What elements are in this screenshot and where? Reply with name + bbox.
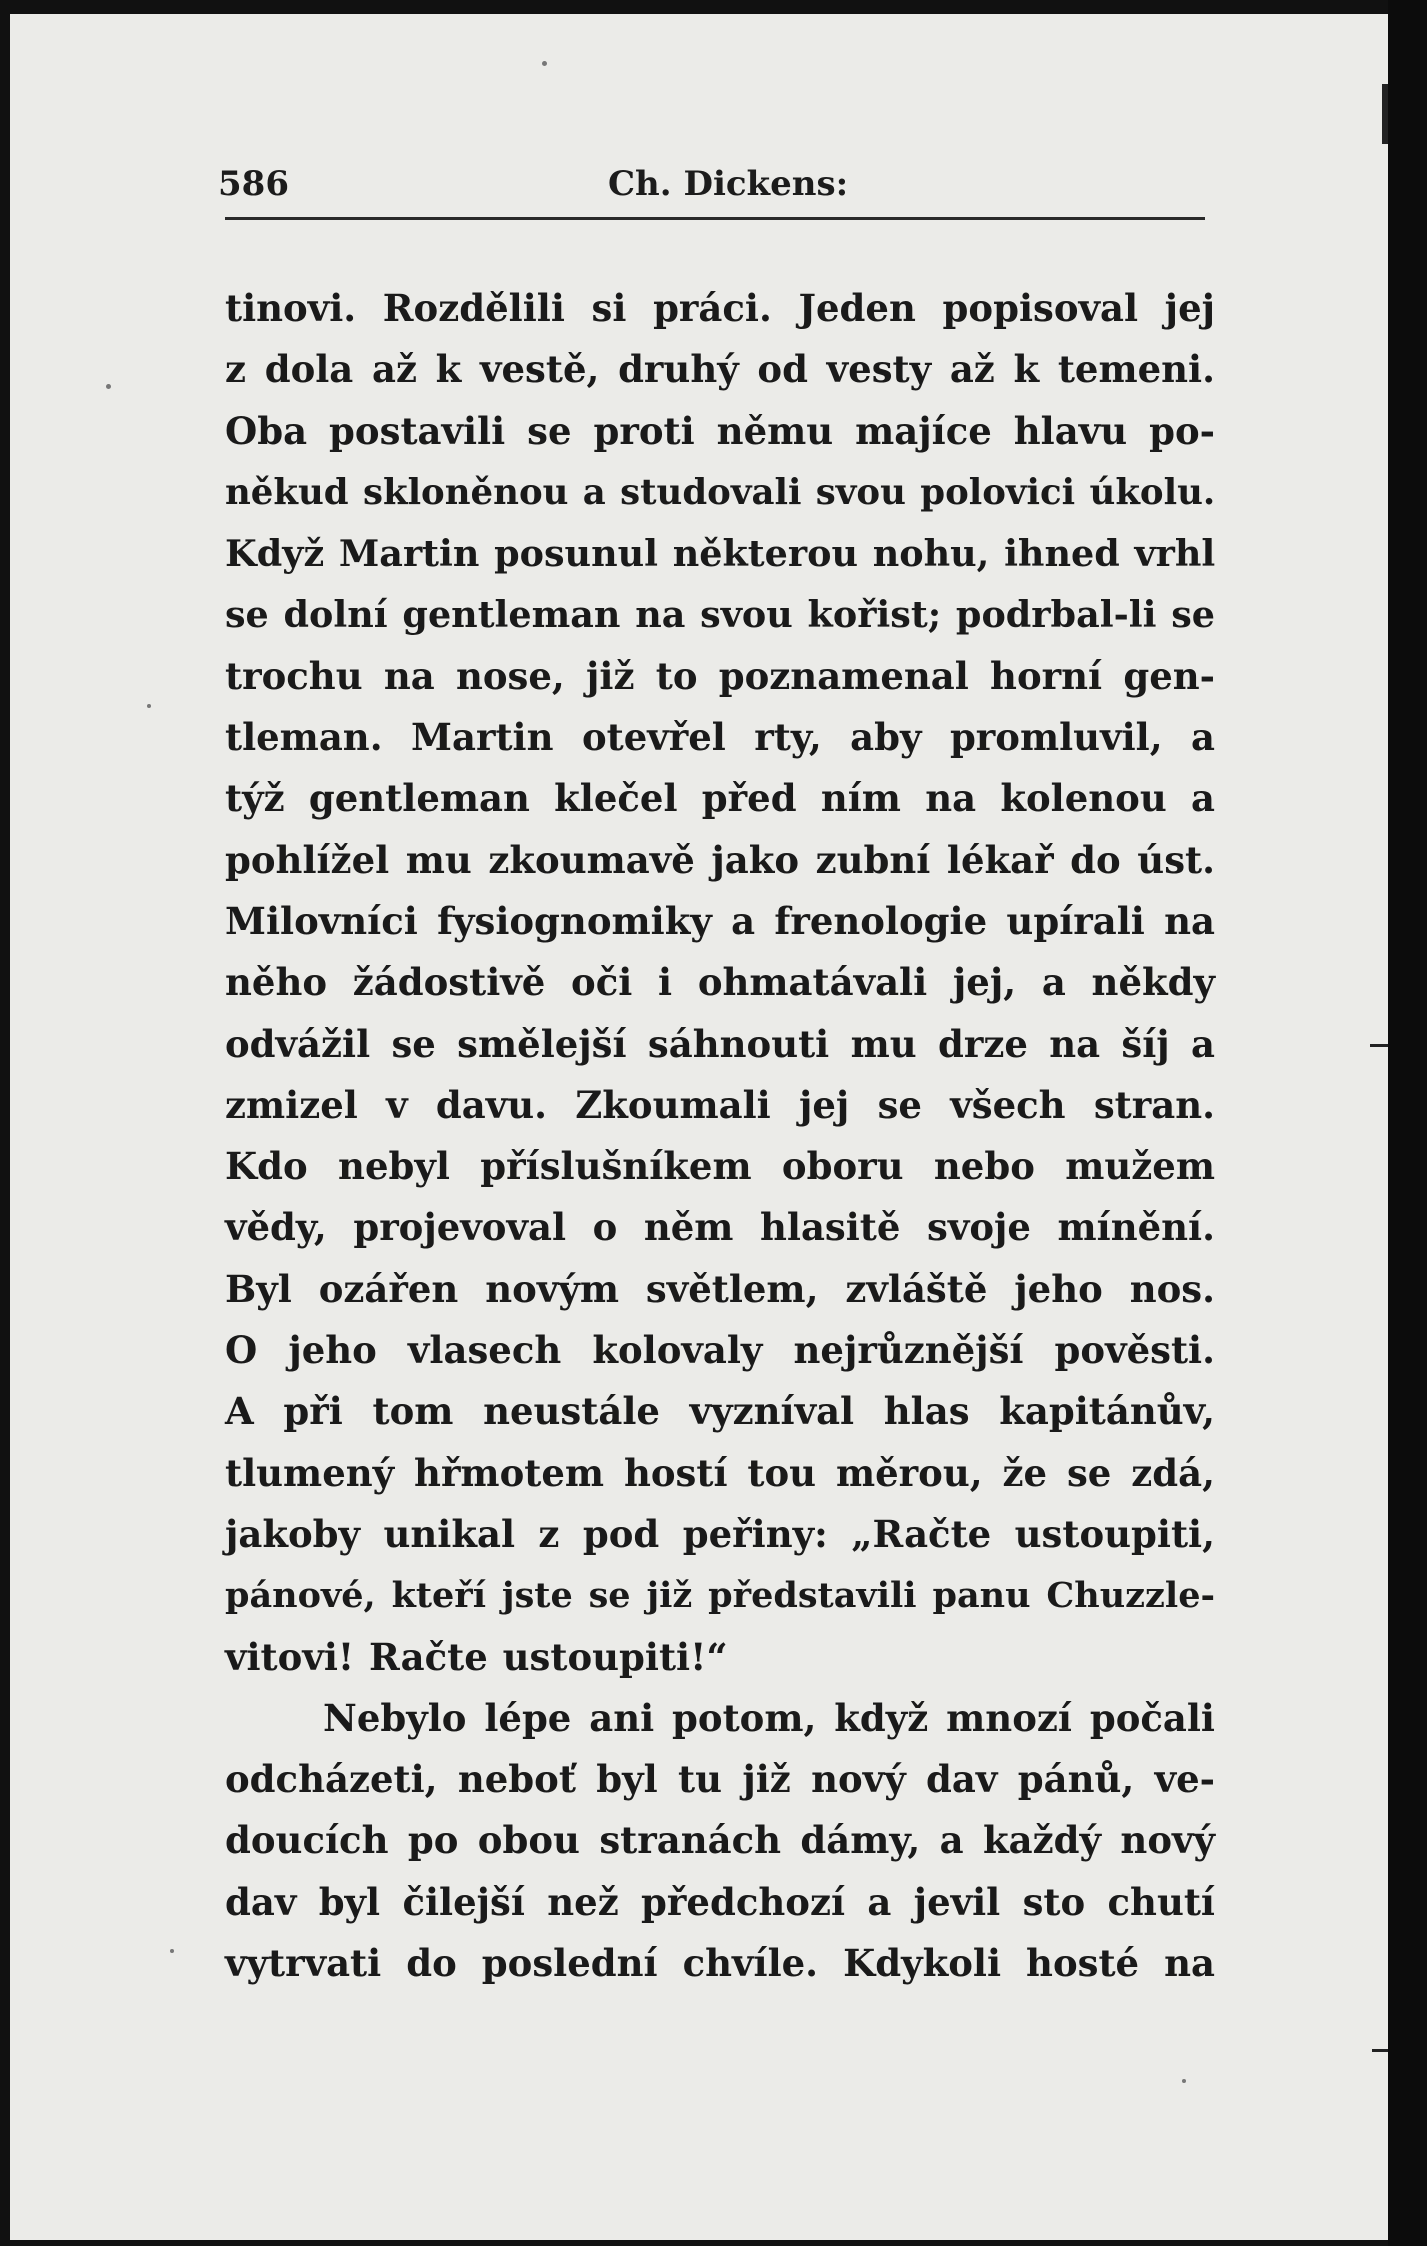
- scan-edge: [1388, 0, 1427, 2246]
- page-number: 586: [218, 164, 289, 204]
- text-line: vytrvati do poslední chvíle. Kdykoli hosté na: [225, 1941, 1215, 1986]
- text-line: pánové, kteří jste se již představili panu Chuzzle-: [225, 1575, 1215, 1617]
- text-line: trochu na nose, již to poznamenal horní gen-: [225, 653, 1215, 698]
- text-line: se dolní gentleman na svou kořist; podrbal-li se: [225, 593, 1215, 637]
- text-line: Byl ozářen novým světlem, zvláště jeho nos.: [225, 1266, 1215, 1311]
- page-header: [218, 160, 1208, 212]
- text-line: někud skloněnou a studovali svou polovici úkolu.: [225, 471, 1216, 513]
- text-line: doucích po obou stranách dámy, a každý nový: [225, 1818, 1215, 1863]
- text-line: Nebylo lépe ani potom, když mnozí počali: [323, 1695, 1215, 1740]
- text-line: odvážil se smělejší sáhnouti mu drze na šíj a: [225, 1021, 1215, 1066]
- paper-speck: [542, 61, 547, 66]
- running-head: Ch. Dickens:: [608, 164, 849, 204]
- text-line: Oba postavili se proti němu majíce hlavu po-: [225, 408, 1215, 453]
- text-line: něho žádostivě oči i ohmatávali jej, a někdy: [225, 960, 1215, 1005]
- text-line: tleman. Martin otevřel rty, aby promluvil, a: [225, 715, 1215, 760]
- text-line: z dola až k vestě, druhý od vesty až k temeni.: [225, 347, 1215, 392]
- text-line: Když Martin posunul některou nohu, ihned vrhl: [225, 532, 1216, 576]
- text-line: vědy, projevoval o něm hlasitě svoje mínění.: [225, 1205, 1215, 1250]
- paper-speck: [106, 384, 111, 389]
- text-line: zmizel v davu. Zkoumali jej se všech stran.: [225, 1082, 1215, 1127]
- body-text: [225, 278, 1215, 1994]
- scan-mark: [1372, 2049, 1388, 2052]
- text-line: Kdo nebyl příslušníkem oboru nebo mužem: [225, 1144, 1215, 1189]
- paper-speck: [1182, 2079, 1186, 2083]
- text-line: tlumený hřmotem hostí tou měrou, že se zdá,: [225, 1450, 1215, 1495]
- paper-speck: [170, 1949, 174, 1953]
- text-line: A při tom neustále vyzníval hlas kapitánův,: [225, 1389, 1215, 1434]
- text-line: pohlížel mu zkoumavě jako zubní lékař do úst.: [225, 837, 1215, 882]
- scan-mark: [1370, 1044, 1388, 1047]
- text-line: jakoby unikal z pod peřiny: „Račte ustoupiti,: [225, 1511, 1215, 1556]
- text-line: dav byl čilejší než předchozí a jevil sto chutí: [225, 1879, 1215, 1924]
- header-rule: [225, 217, 1205, 220]
- text-line: vitovi! Račte ustoupiti!“: [225, 1634, 728, 1679]
- text-line: odcházeti, neboť byl tu již nový dav pánů, ve-: [225, 1757, 1215, 1802]
- text-line: Milovníci fysiognomiky a frenologie upírali na: [225, 898, 1215, 943]
- text-line: týž gentleman klečel před ním na kolenou a: [225, 776, 1215, 821]
- scan-mark: [1382, 84, 1388, 144]
- text-line: tinovi. Rozdělili si práci. Jeden popisoval jej: [225, 286, 1215, 330]
- text-line: O jeho vlasech kolovaly nejrůznější pověsti.: [225, 1328, 1215, 1373]
- paper-speck: [147, 704, 151, 708]
